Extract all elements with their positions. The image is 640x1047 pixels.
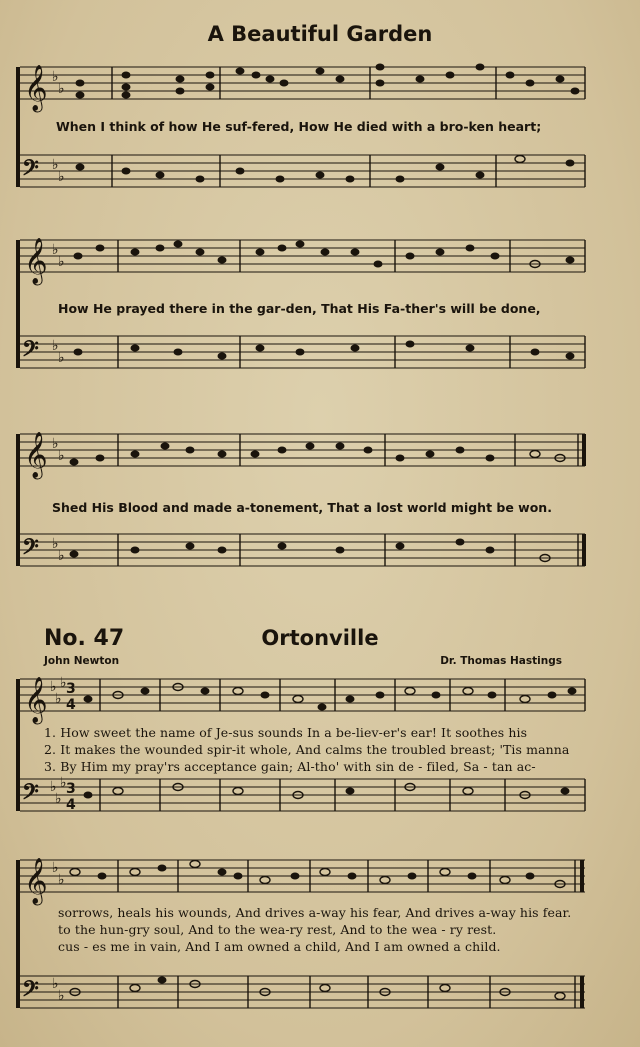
treble-staff (20, 67, 585, 99)
svg-text:♭: ♭ (52, 338, 59, 354)
svg-text:♭: ♭ (60, 675, 67, 691)
treble-clef-icon: 𝄞 (24, 432, 48, 478)
svg-text:♭: ♭ (58, 872, 65, 888)
bass-staff (20, 155, 585, 187)
svg-text:♭: ♭ (52, 536, 59, 552)
hymn-title-2: Ortonville (261, 626, 379, 650)
verse-line-5: to the hun-gry soul, And to the wea-ry rest, And to the wea - ry rest. (58, 922, 497, 937)
treble-clef-icon: 𝄞 (24, 65, 48, 111)
svg-text:♭: ♭ (52, 976, 59, 992)
svg-text:4: 4 (66, 697, 76, 713)
svg-text:4: 4 (66, 797, 76, 813)
hymn-title: A Beautiful Garden (207, 22, 433, 46)
bass-clef-icon: 𝄢 (22, 156, 39, 186)
svg-text:♭: ♭ (52, 242, 59, 258)
svg-text:♭: ♭ (58, 548, 65, 564)
composer-credit: Dr. Thomas Hastings (440, 655, 562, 667)
lyric-line-3: Shed His Blood and made a-tonement, That a lost world might be won. (52, 500, 552, 515)
svg-text:♭: ♭ (52, 436, 59, 452)
svg-text:♭: ♭ (50, 779, 57, 795)
verse-line-4: sorrows, heals his wounds, And drives a-way his fear, And drives a-way his fear. (58, 905, 572, 920)
svg-text:♭: ♭ (58, 169, 65, 185)
svg-text:♭: ♭ (58, 254, 65, 270)
treble-clef-icon: 𝄞 (24, 677, 48, 723)
treble-clef-icon: 𝄞 (24, 858, 48, 904)
svg-text:♭: ♭ (58, 448, 65, 464)
verse-line-6: cus - es me in vain, And I am owned a child, And I am owned a child. (58, 939, 501, 954)
svg-text:♭: ♭ (55, 691, 62, 707)
bass-clef-icon: 𝄢 (22, 780, 39, 810)
bass-clef-icon: 𝄢 (22, 535, 39, 565)
music-system-5 (0, 848, 640, 1028)
bass-clef-icon: 𝄢 (22, 977, 39, 1007)
bass-clef-icon: 𝄢 (22, 337, 39, 367)
treble-clef-icon: 𝄞 (24, 238, 48, 284)
svg-text:3: 3 (66, 781, 76, 797)
svg-text:♭: ♭ (52, 157, 59, 173)
author-credit: John Newton (44, 655, 120, 667)
svg-text:♭: ♭ (60, 775, 67, 791)
svg-text:♭: ♭ (50, 679, 57, 695)
lyric-line-1: When I think of how He suf-fered, How He died with a bro-ken heart; (56, 119, 542, 134)
svg-text:♭: ♭ (52, 69, 59, 85)
svg-text:♭: ♭ (58, 81, 65, 97)
svg-text:♭: ♭ (55, 791, 62, 807)
svg-text:♭: ♭ (58, 350, 65, 366)
svg-text:♭: ♭ (52, 860, 59, 876)
lyric-line-2: How He prayed there in the gar-den, That His Fa-ther's will be done, (58, 301, 541, 316)
hymn-number: No. 47 (44, 626, 125, 651)
verse-line-3: 3. By Him my pray'rs acceptance gain; Al-tho' with sin de - filed, Sa - tan ac- (44, 759, 536, 774)
verse-line-1: 1. How sweet the name of Je-sus sounds In a be-liev-er's ear! It soothes his (44, 725, 528, 740)
verse-line-2: 2. It makes the wounded spir-it whole, And calms the troubled breast; 'Tis manna (44, 742, 570, 757)
svg-text:♭: ♭ (58, 988, 65, 1004)
svg-text:3: 3 (66, 681, 76, 697)
